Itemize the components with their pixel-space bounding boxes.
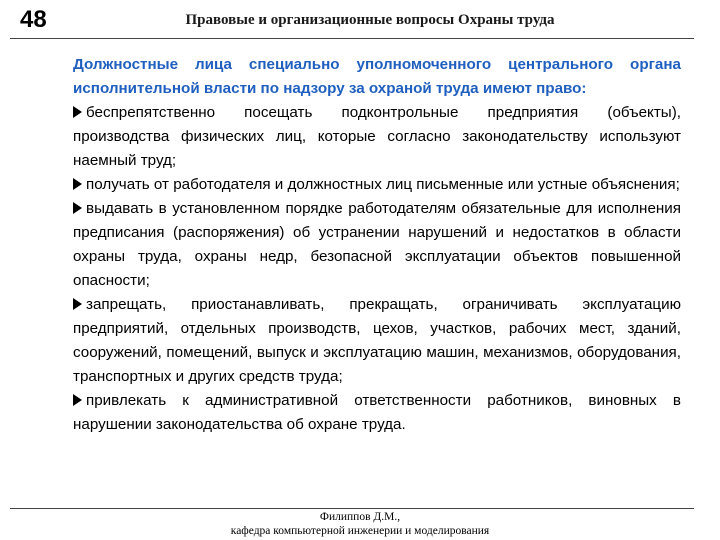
rights-list: [73, 101, 681, 437]
list-item: [73, 173, 681, 197]
header-divider: [10, 38, 694, 39]
footer-author: Филиппов Д.М.,: [319, 511, 401, 523]
arrow-right-icon: [73, 298, 82, 310]
list-item: [73, 293, 681, 389]
arrow-right-icon: [73, 106, 82, 118]
arrow-right-icon: [73, 178, 82, 190]
arrow-right-icon: [73, 394, 82, 406]
list-item-text: выдавать в установленном порядке работодателям обязательные для исполнения предписания (распоряжения) об устранении нарушений и недостатков в области охраны труда, охраны недр, безопасной эксплуатации объектов повышенной опасности;: [73, 200, 681, 289]
slide-content: [73, 53, 681, 437]
slide-title: Правовые и организационные вопросы Охраны труда: [185, 12, 555, 28]
list-item: [73, 197, 681, 293]
list-item: [73, 389, 681, 437]
list-item: [73, 101, 681, 173]
list-item-text: привлекать к административной ответственности работников, виновных в нарушении законодательства об охране труда.: [73, 392, 681, 433]
arrow-right-icon: [73, 202, 82, 214]
intro-paragraph: Должностные лица специально уполномоченного центрального органа исполнительной власти по надзору за охраной труда имеют право:: [73, 56, 681, 97]
footer-divider: [10, 508, 694, 509]
slide-number: 48: [20, 6, 47, 33]
list-item-text: беспрепятственно посещать подконтрольные предприятия (объекты), производства физических лиц, которые согласно законодательству используют наемный труд;: [73, 104, 681, 169]
list-item-text: получать от работодателя и должностных лиц письменные или устные объяснения;: [86, 176, 680, 193]
list-item-text: запрещать, приостанавливать, прекращать, ограничивать эксплуатацию предприятий, отдельных производств, цехов, участков, рабочих мест, зданий, сооружений, помещений, выпуск и эксплуатацию машин, механизмов, оборудования, транспортных и других средств труда;: [73, 296, 681, 385]
footer: [0, 510, 720, 538]
footer-department: кафедра компьютерной инженерии и моделирования: [230, 525, 490, 537]
